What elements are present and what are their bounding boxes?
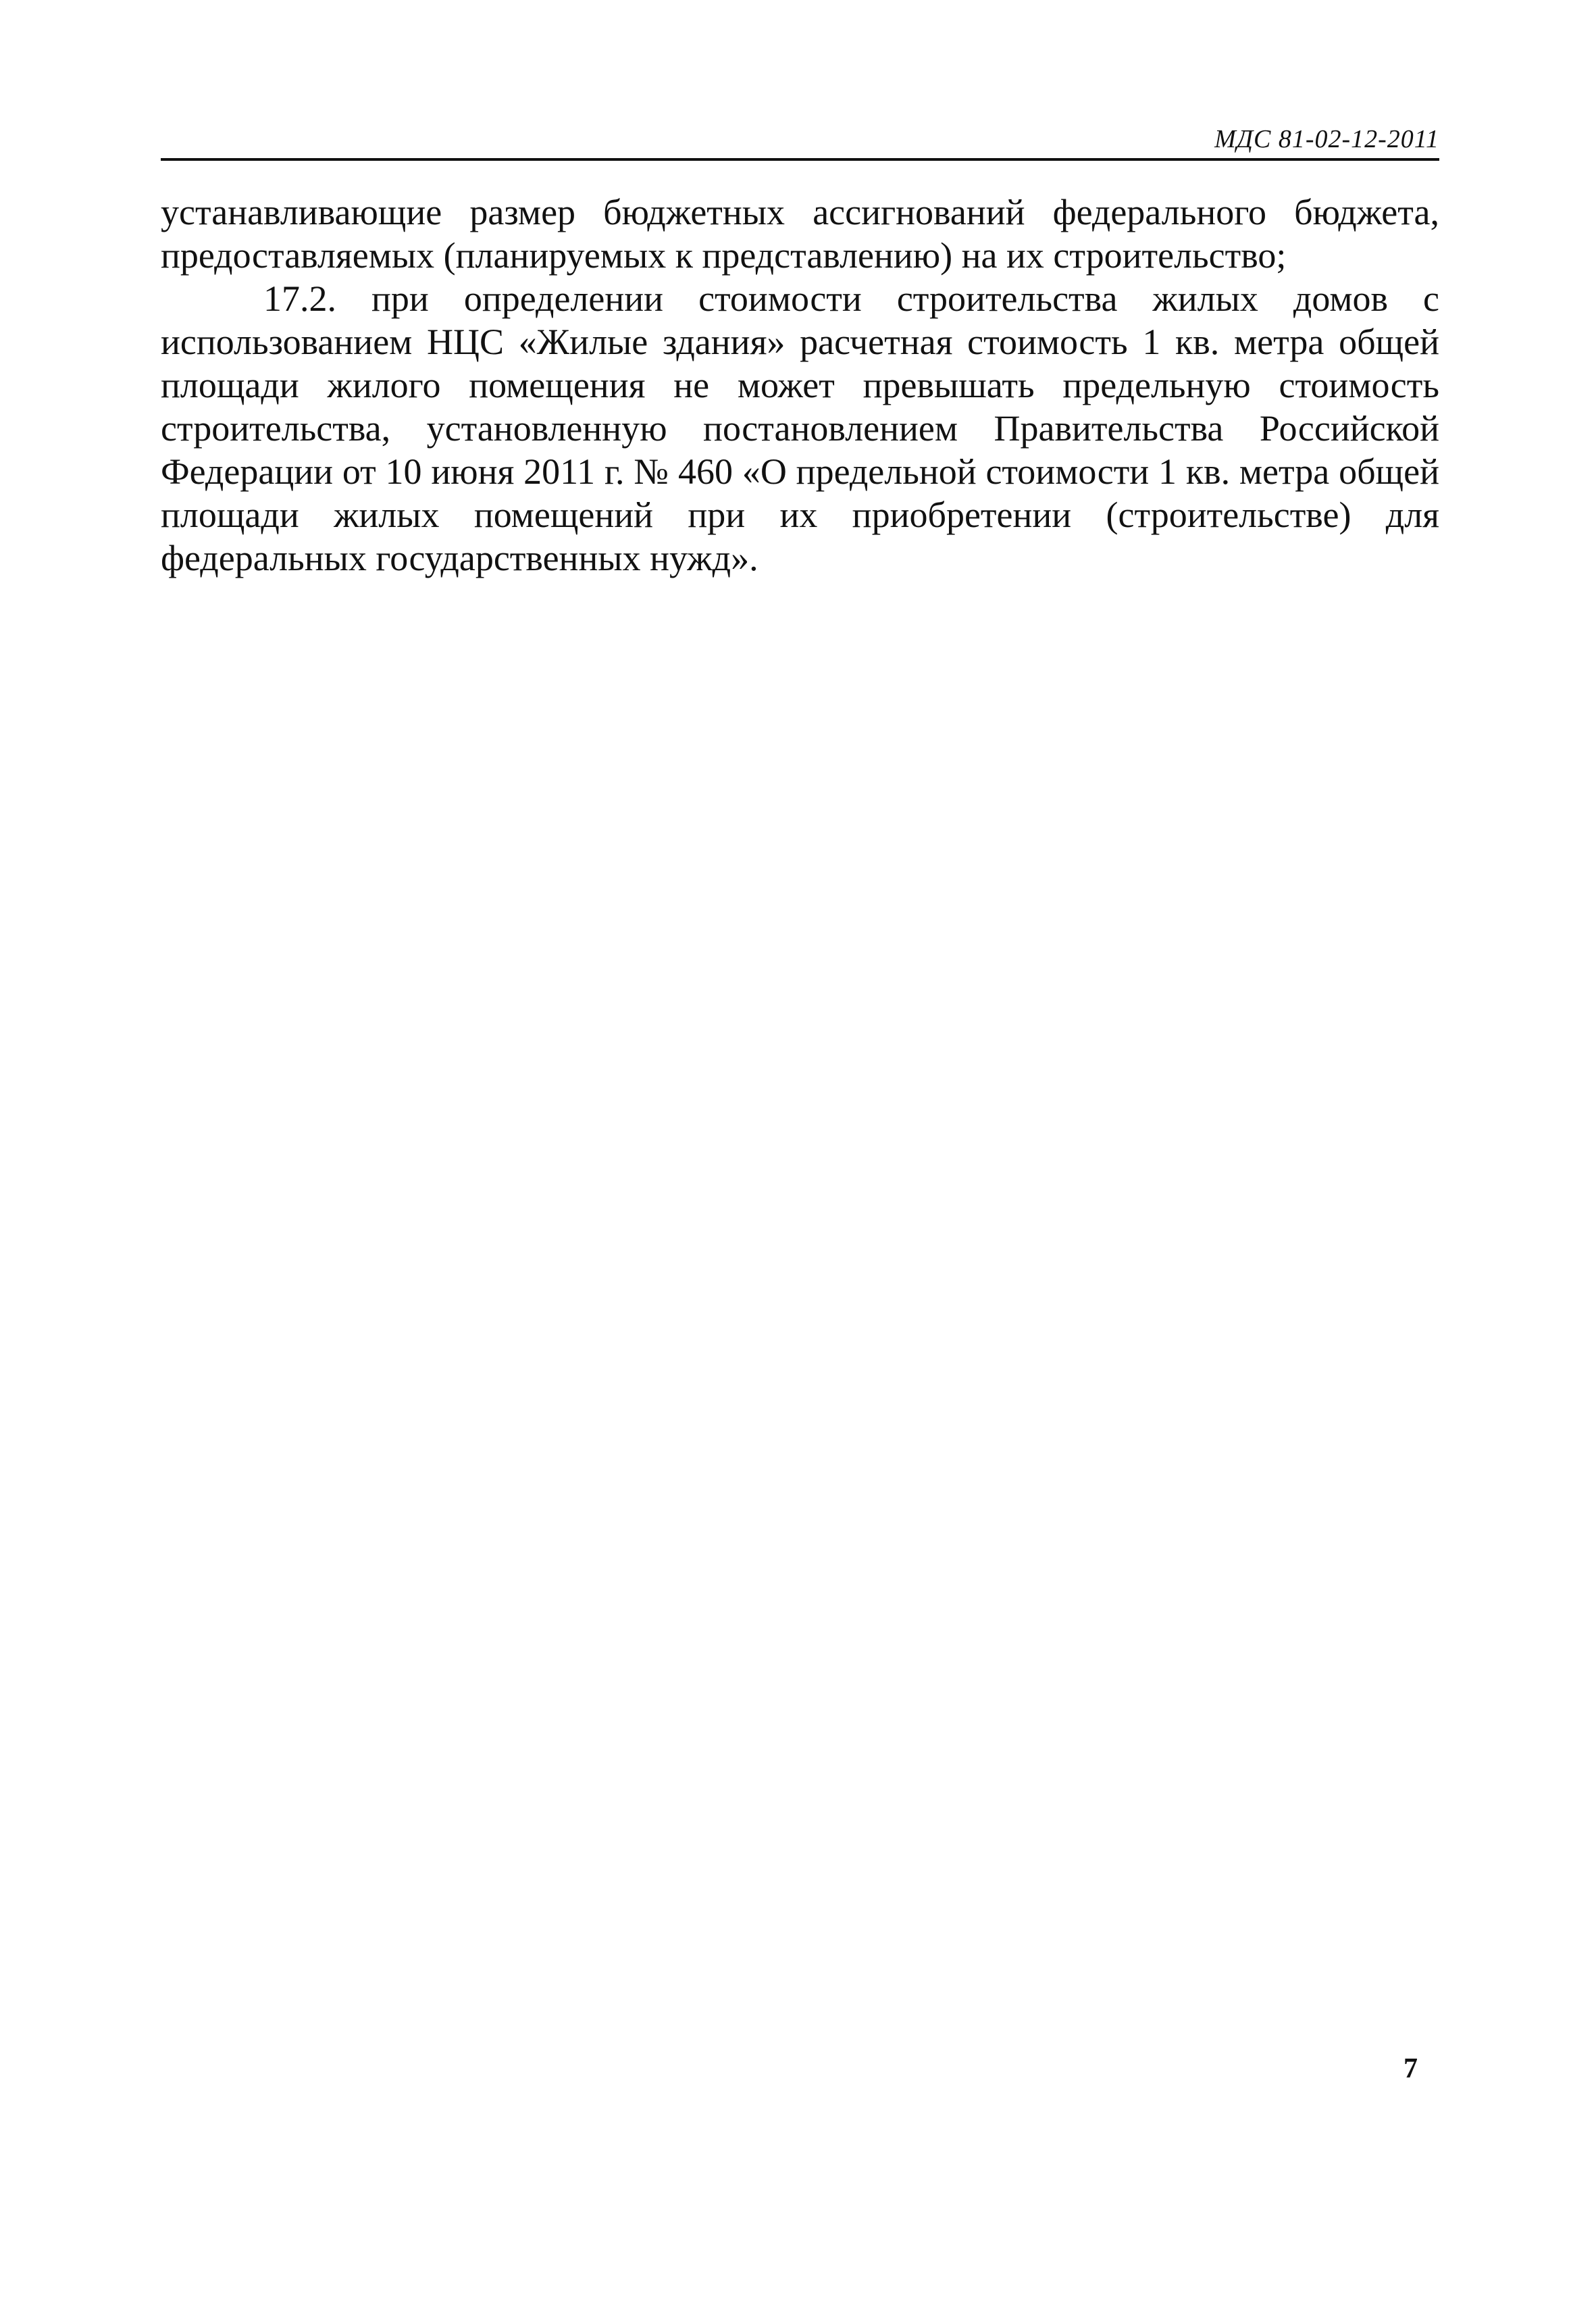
paragraph-17-2: 17.2. при определении стоимости строительства жилых домов с использованием НЦС «Жилые здания» расчетная стоимость 1 кв. метра общей площади жилого помещения не может превышать предельную стоимость строительства, установленную постановлением Правительства Российской Федерации от 10 июня 2011 г. № 460 «О предельной стоимости 1 кв. метра общей площади жилых помещений при их приобретении (строительстве) для федеральных государственных нужд». [161,278,1439,578]
page-number: 7 [1404,2053,1418,2084]
document-body [161,191,1439,580]
document-header [161,119,1439,161]
paragraph-continuation: устанавливающие размер бюджетных ассигнований федерального бюджета, предоставляемых (планируемых к представлению) на их строительство; [161,192,1439,276]
document-code: МДС 81-02-12-2011 [1214,125,1439,153]
